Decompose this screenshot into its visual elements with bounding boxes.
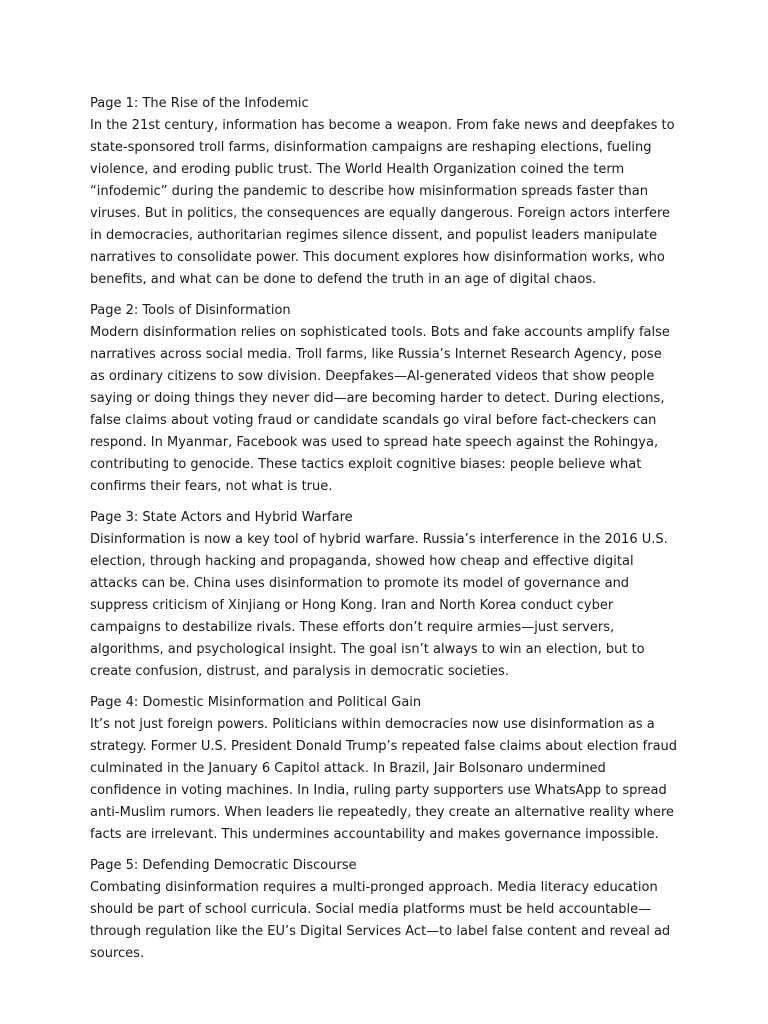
section-body: Combating disinformation requires a multi-pronged approach. Media literacy education should be part of school curricula. Social media platforms must be held accountable—through regulation like the EU’s Digital Services Act—to label false content and reveal ad sources. <box>90 880 671 961</box>
section-2 <box>90 300 680 498</box>
document-page <box>90 93 680 974</box>
section-4 <box>90 692 680 846</box>
section-3 <box>90 507 680 683</box>
section-body: It’s not just foreign powers. Politicians within democracies now use disinformation as a strategy. Former U.S. President Donald Trump’s repeated false claims about election fraud culminated in the January 6 Capitol attack. In Brazil, Jair Bolsonaro undermined confidence in voting machines. In India, ruling party supporters use WhatsApp to spread anti-Muslim rumors. When leaders lie repeatedly, they create an alternative reality where facts are irrelevant. This undermines accountability and makes governance impossible. <box>90 717 678 842</box>
section-body: In the 21st century, information has become a weapon. From fake news and deepfakes to state-sponsored troll farms, disinformation campaigns are reshaping elections, fueling violence, and eroding public trust. The World Health Organization coined the term “infodemic” during the pandemic to describe how misinformation spreads faster than viruses. But in politics, the consequences are equally dangerous. Foreign actors interfere in democracies, authoritarian regimes silence dissent, and populist leaders manipulate narratives to consolidate power. This document explores how disinformation works, who benefits, and what can be done to defend the truth in an age of digital chaos. <box>90 118 675 287</box>
section-title: Page 5: Defending Democratic Discourse <box>90 858 357 873</box>
section-title: Page 2: Tools of Disinformation <box>90 303 291 318</box>
section-5 <box>90 855 680 965</box>
section-title: Page 3: State Actors and Hybrid Warfare <box>90 510 353 525</box>
section-body: Modern disinformation relies on sophisticated tools. Bots and fake accounts amplify false narratives across social media. Troll farms, like Russia’s Internet Research Agency, pose as ordinary citizens to sow division. Deepfakes—AI-generated videos that show people saying or doing things they never did—are becoming harder to detect. During elections, false claims about voting fraud or candidate scandals go viral before fact-checkers can respond. In Myanmar, Facebook was used to spread hate speech against the Rohingya, contributing to genocide. These tactics exploit cognitive biases: people believe what confirms their fears, not what is true. <box>90 325 670 494</box>
section-body: Disinformation is now a key tool of hybrid warfare. Russia’s interference in the 2016 U.S. election, through hacking and propaganda, showed how cheap and effective digital attacks can be. China uses disinformation to promote its model of governance and suppress criticism of Xinjiang or Hong Kong. Iran and North Korea conduct cyber campaigns to destabilize rivals. These efforts don’t require armies—just servers, algorithms, and psychological insight. The goal isn’t always to win an election, but to create confusion, distrust, and paralysis in democratic societies. <box>90 532 668 679</box>
section-title: Page 1: The Rise of the Infodemic <box>90 96 309 111</box>
section-title: Page 4: Domestic Misinformation and Political Gain <box>90 695 422 710</box>
section-1 <box>90 93 680 291</box>
